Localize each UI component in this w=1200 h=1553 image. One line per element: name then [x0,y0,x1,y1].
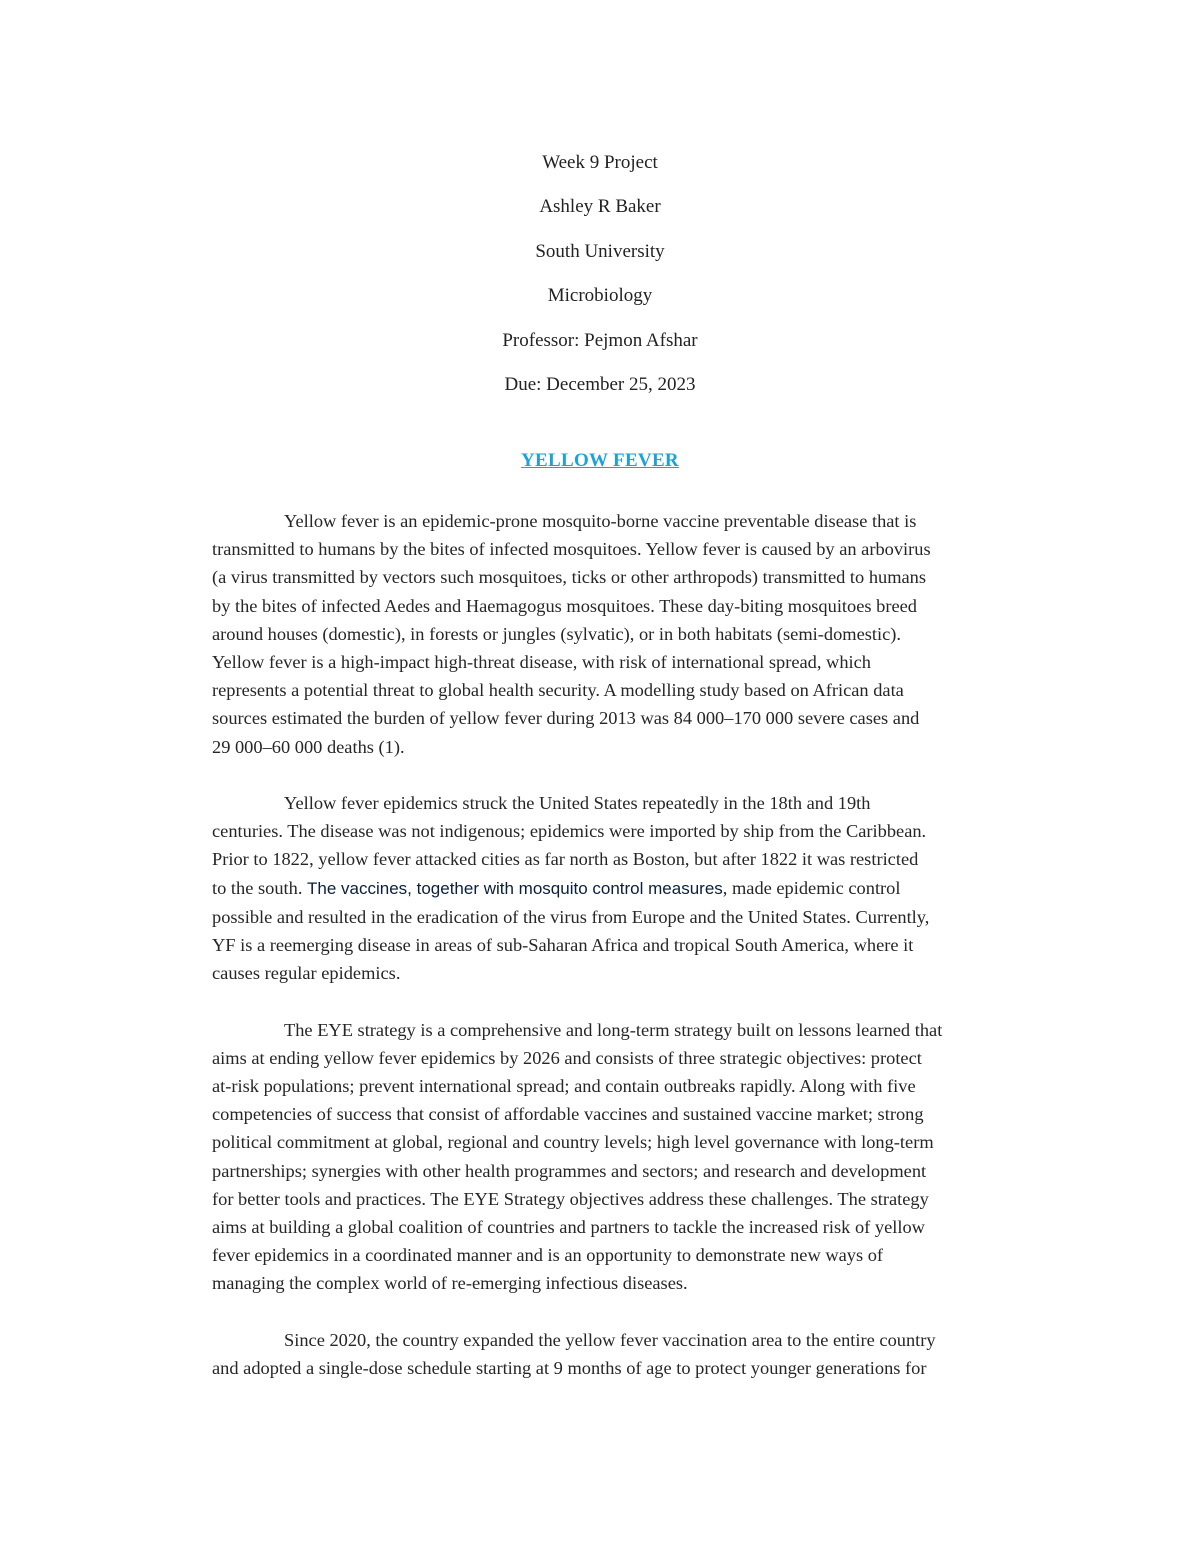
paragraph-line: possible and resulted in the eradication of the virus from Europe and the United States. Currently, [212,906,930,927]
paragraph-line: aims at ending yellow fever epidemics by 2026 and consists of three strategic objectives: protect [212,1047,922,1068]
due-date: Due: December 25, 2023 [504,373,696,395]
paragraph-line: Yellow fever is an epidemic-prone mosquito-borne vaccine preventable disease that is [284,511,917,531]
paragraph-line: The EYE strategy is a comprehensive and long-term strategy built on lessons learned that [284,1019,943,1040]
paragraph-line: 29 000–60 000 deaths (1). [212,736,405,757]
paragraph-line-mixed [212,874,1060,903]
paragraph-line: transmitted to humans by the bites of infected mosquitoes. Yellow fever is caused by an arbovirus [212,539,931,560]
course-name: Microbiology [547,285,653,307]
professor-name: Professor: Pejmon Afshar [502,329,698,351]
assignment-title: Week 9 Project [542,152,658,173]
paragraph-line: causes regular epidemics. [212,963,401,984]
paragraph-text: , made epidemic control [722,877,901,898]
paragraph-line: partnerships; synergies with other health programmes and sectors; and research and development [212,1160,927,1181]
paragraph-line: by the bites of infected Aedes and Haemagogus mosquitoes. These day-biting mosquitoes breed [212,595,917,616]
paragraph-line: YF is a reemerging disease in areas of sub-Saharan Africa and tropical South America, where it [212,935,914,956]
paragraph-line: fever epidemics in a coordinated manner and is an opportunity to demonstrate new ways of [212,1245,884,1266]
institution: South University [535,240,665,262]
paragraph-line: sources estimated the burden of yellow fever during 2013 was 84 000–170 000 severe cases and [212,708,920,729]
paragraph-line: political commitment at global, regional and country levels; high level governance with long-term [212,1132,934,1153]
author-name: Ashley R Baker [539,196,661,218]
paragraph-line: represents a potential threat to global health security. A modelling study based on African data [212,680,904,701]
emphasized-phrase: The vaccines, together with mosquito control measures [307,878,723,898]
paragraph-line: at-risk populations; prevent international spread; and contain outbreaks rapidly. Along with five [212,1076,916,1097]
paragraph-text: to the south. [212,877,308,898]
paragraph-3 [212,1016,1060,1298]
paragraph-line: aims at building a global coalition of countries and partners to tackle the increased risk of yellow [212,1217,925,1238]
paragraph-line: around houses (domestic), in forests or jungles (sylvatic), or in both habitats (semi-domestic). [212,623,901,644]
paragraph-line: competencies of success that consist of affordable vaccines and sustained vaccine market; strong [212,1104,924,1125]
paragraph-1 [212,507,1060,761]
paragraph-4 [212,1326,1060,1382]
paragraph-line: Yellow fever is a high-impact high-threat disease, with risk of international spread, which [212,652,871,673]
paragraph-line: Yellow fever epidemics struck the United States repeatedly in the 18th and 19th [284,793,871,814]
paragraph-line: Since 2020, the country expanded the yellow fever vaccination area to the entire country [284,1329,936,1350]
paragraph-line: centuries. The disease was not indigenous; epidemics were imported by ship from the Caribbean. [212,821,927,842]
paragraph-line: and adopted a single-dose schedule starting at 9 months of age to protect younger generations for [212,1358,927,1379]
section-heading: YELLOW FEVER [521,450,679,471]
paragraph-line: managing the complex world of re-emerging infectious diseases. [212,1273,688,1294]
paragraph-line: for better tools and practices. The EYE Strategy objectives address these challenges. The strategy [212,1188,929,1209]
paragraph-2 [212,789,1060,987]
body-text [212,507,1060,1410]
paragraph-line: (a virus transmitted by vectors such mosquitoes, ticks or other arthropods) transmitted to humans [212,567,927,588]
paragraph-line: Prior to 1822, yellow fever attacked cities as far north as Boston, but after 1822 it was restricted [212,849,919,870]
title-block [0,141,1200,407]
